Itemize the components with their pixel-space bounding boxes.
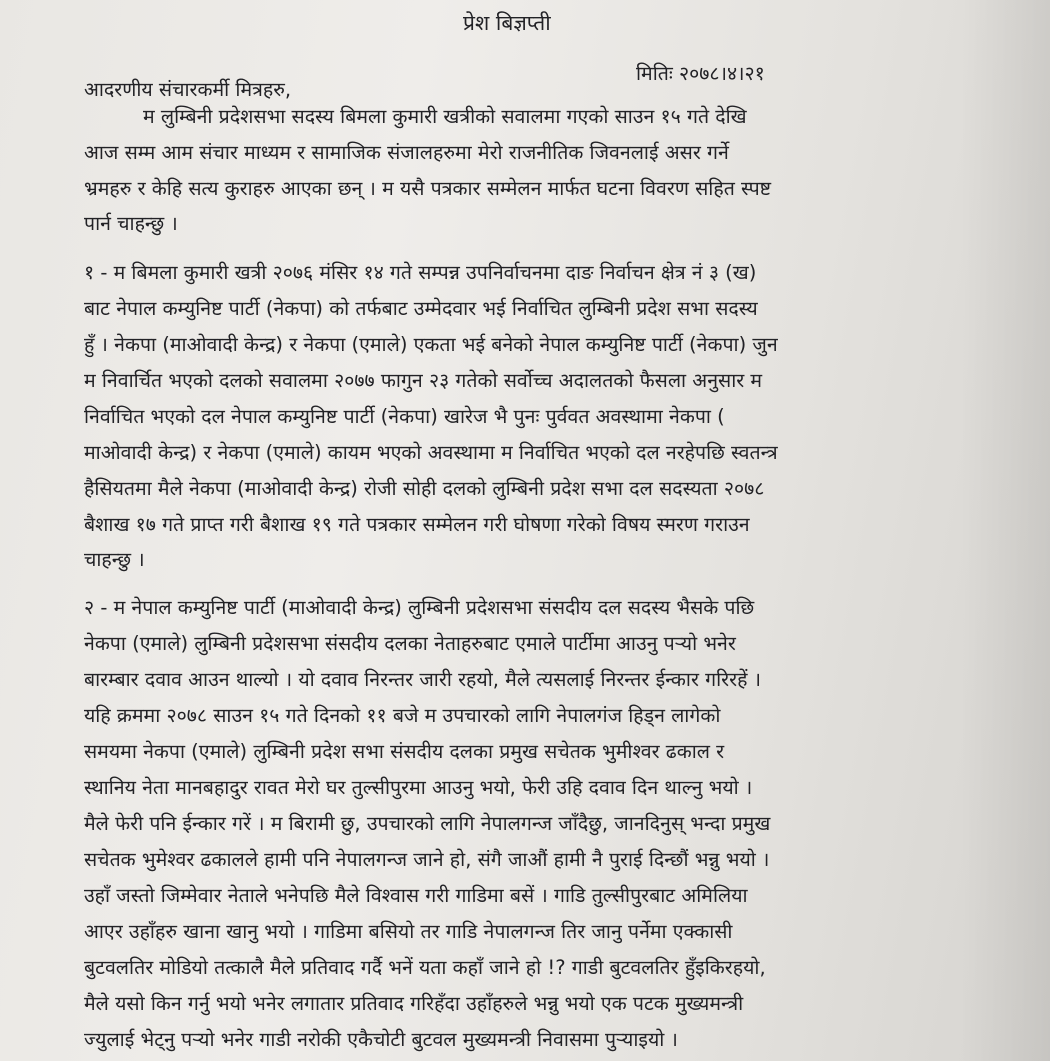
- document-title: प्रेश बिज्ञप्ती: [463, 11, 551, 35]
- body-line: मैले यसो किन गर्नु भयो भनेर लगातार प्रतिवाद गरिहँदा उहाँहरुले भन्नु भयो एक पटक मुख्यमन्त्री: [84, 992, 744, 1015]
- body-line: बाट नेपाल कम्युनिष्ट पार्टी (नेकपा) को तर्फबाट उम्मेदवार भई निर्वाचित लुम्बिनी प्रदेश सभा सदस्य: [84, 297, 758, 320]
- body-line: चाहन्छु ।: [84, 548, 145, 571]
- body-line: माओवादी केन्द्र) र नेकपा (एमाले) कायम भएको अवस्थामा म निर्वाचित भएको दल नरहेपछि स्वतन्त्र: [84, 441, 778, 464]
- body-line: सचेतक भुमेश्वर ढकालले हामी पनि नेपालगन्ज जाने हो, संगै जाऔं हामी नै पुराई दिन्छौं भन्नु भयो ।: [84, 848, 770, 871]
- body-line: १ - म बिमला कुमारी खत्री २०७६ मंसिर १४ गते सम्पन्न उपनिर्वाचनमा दाङ निर्वाचन क्षेत्र नं ३ (ख): [84, 261, 757, 284]
- body-line: स्थानिय नेता मानबहादुर रावत मेरो घर तुल्सीपुरमा आउनु भयो, फेरी उहि दवाव दिन थाल्नु भयो ।: [84, 776, 753, 799]
- body-line: यहि क्रममा २०७८ साउन १५ गते दिनको ११ बजे म उपचारको लागि नेपालगंज हिड्न लागेको: [84, 704, 721, 727]
- body-line: बारम्बार दवाव आउन थाल्यो । यो दवाव निरन्तर जारी रहयो, मैले त्यसलाई निरन्तर ईन्कार गरिरहें ।: [84, 668, 762, 691]
- body-line: आज सम्म आम संचार माध्यम र सामाजिक संजालहरुमा मेरो राजनीतिक जिवनलाई असर गर्ने: [84, 141, 729, 164]
- body-line: बुटवलतिर मोडियो तत्कालै मैले प्रतिवाद गर्दै भनें यता कहाँ जाने हो !? गाडी बुटवलतिर हुँइकिरहयो,: [84, 956, 766, 979]
- body-line: बैशाख १७ गते प्राप्त गरी बैशाख १९ गते पत्रकार सम्मेलन गरी घोषणा गरेको विषय स्मरण गराउन: [84, 513, 750, 536]
- body-line: हैसियतमा मैले नेकपा (माओवादी केन्द्र) रोजी सोही दलको लुम्बिनी प्रदेश सभा दल सदस्यता २०७८: [84, 477, 765, 500]
- body-line: मैले फेरी पनि ईन्कार गरें । म बिरामी छु, उपचारको लागि नेपालगन्ज जाँदैछु, जानदिनुस् भन्दा प्रमुख: [84, 812, 771, 835]
- page-edge-shadow: [960, 0, 1050, 1061]
- body-line: भ्रमहरु र केहि सत्य कुराहरु आएका छन् । म यसै पत्रकार सम्मेलन मार्फत घटना विवरण सहित स्पष्ट: [84, 177, 772, 200]
- body-line: म लुम्बिनी प्रदेशसभा सदस्य बिमला कुमारी खत्रीको सवालमा गएको साउन १५ गते देखि: [143, 105, 747, 128]
- body-line: निर्वाचित भएको दल नेपाल कम्युनिष्ट पार्टी (नेकपा) खारेज भै पुनः पुर्ववत अवस्थामा नेकपा (: [84, 405, 725, 428]
- salutation: आदरणीय संचारकर्मी मित्रहरु,: [84, 78, 292, 101]
- body-line: पार्न चाहन्छु ।: [84, 212, 178, 235]
- body-line: ज्युलाई भेट्नु पर्‍यो भनेर गाडी नरोकी एकैचोटी बुटवल मुख्यमन्त्री निवासमा पुर्‍याइयो ।: [84, 1028, 678, 1051]
- date-line: मितिः २०७८।४।२१: [636, 62, 765, 85]
- body-line: म निवार्चित भएको दलको सवालमा २०७७ फागुन २३ गतेको सर्वोच्च अदालतको फैसला अनुसार म: [84, 369, 763, 392]
- body-line: २ - म नेपाल कम्युनिष्ट पार्टी (माओवादी केन्द्र) लुम्बिनी प्रदेशसभा संसदीय दल सदस्य भैसके पछि: [84, 596, 755, 619]
- body-line: नेकपा (एमाले) लुम्बिनी प्रदेशसभा संसदीय दलका नेताहरुबाट एमाले पार्टीमा आउनु पर्‍यो भनेर: [84, 632, 736, 655]
- body-line: आएर उहाँहरु खाना खानु भयो । गाडिमा बसियो तर गाडि नेपालगन्ज तिर जानु पर्नेमा एक्कासी: [84, 920, 733, 943]
- body-line: समयमा नेकपा (एमाले) लुम्बिनी प्रदेश सभा संसदीय दलका प्रमुख सचेतक भुमीश्वर ढकाल र: [84, 740, 725, 763]
- body-line: उहाँ जस्तो जिम्मेवार नेताले भनेपछि मैले विश्वास गरी गाडिमा बसें । गाडि तुल्सीपुरबाट अमिलिया: [84, 884, 748, 907]
- body-line: हुँ । नेकपा (माओवादी केन्द्र) र नेकपा (एमाले) एकता भई बनेको नेपाल कम्युनिष्ट पार्टी (नेकपा) जुन: [84, 333, 778, 356]
